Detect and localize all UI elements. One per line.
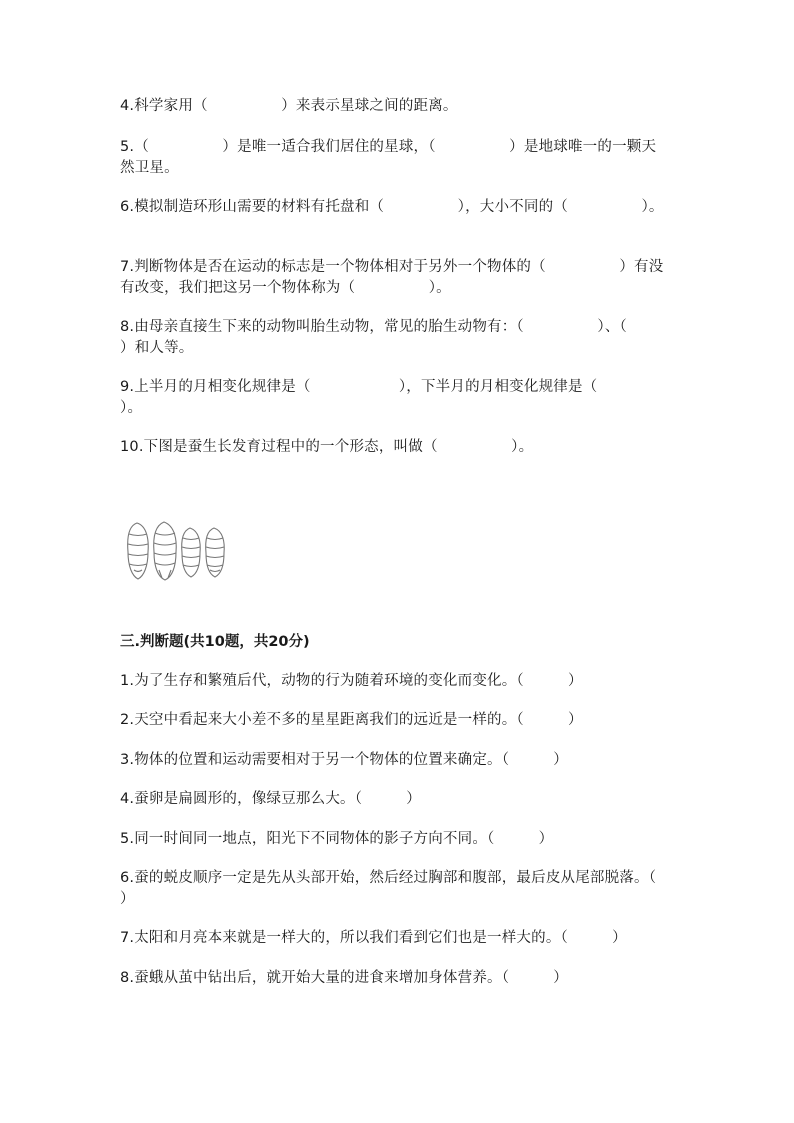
section-title-judgment: 三.判断题(共10题，共20分) bbox=[120, 634, 310, 650]
judgment-item-5: 5.同一时间同一地点，阳光下不同物体的影子方向不同。（ ） bbox=[120, 831, 554, 847]
question-5: 5.（ ）是唯一适合我们居住的星球，（ ）是地球唯一的一颗天然卫星。 bbox=[120, 139, 657, 176]
silkworm-pupa-icon bbox=[124, 520, 234, 582]
judgment-item-8: 8.蚕蛾从茧中钻出后，就开始大量的进食来增加身体营养。（ ） bbox=[120, 970, 568, 986]
pupa-3 bbox=[182, 528, 201, 577]
question-6: 6.模拟制造环形山需要的材料有托盘和（ ），大小不同的（ ）。 bbox=[120, 199, 664, 215]
question-7: 7.判断物体是否在运动的标志是一个物体相对于另外一个物体的（ ）有没有改变，我们把这另一个物体称为（ ）。 bbox=[120, 259, 664, 296]
pupa-4 bbox=[206, 528, 225, 577]
question-8: 8.由母亲直接生下来的动物叫胎生动物，常见的胎生动物有：（ ）、（ ）和人等。 bbox=[120, 319, 701, 356]
judgment-item-4: 4.蚕卵是扁圆形的，像绿豆那么大。（ ） bbox=[120, 791, 421, 807]
pupa-2 bbox=[154, 522, 177, 580]
question-4: 4.科学家用（ ）来表示星球之间的距离。 bbox=[120, 98, 458, 114]
judgment-item-1: 1.为了生存和繁殖后代，动物的行为随着环境的变化而变化。（ ） bbox=[120, 673, 583, 689]
judgment-item-3: 3.物体的位置和运动需要相对于另一个物体的位置来确定。（ ） bbox=[120, 752, 568, 768]
silkworm-pupa-figure bbox=[124, 520, 234, 582]
question-10: 10.下图是蚕生长发育过程中的一个形态，叫做（ ）。 bbox=[120, 439, 534, 455]
pupa-1 bbox=[128, 523, 149, 579]
question-9: 9.上半月的月相变化规律是（ ），下半月的月相变化规律是（ ）。 bbox=[120, 379, 686, 416]
judgment-item-2: 2.天空中看起来大小差不多的星星距离我们的远近是一样的。（ ） bbox=[120, 712, 583, 728]
judgment-item-6: 6.蚕的蜕皮顺序一定是先从头部开始，然后经过胸部和腹部，最后皮从尾部脱落。（ ） bbox=[120, 870, 701, 907]
judgment-item-7: 7.太阳和月亮本来就是一样大的，所以我们看到它们也是一样大的。（ ） bbox=[120, 930, 627, 946]
